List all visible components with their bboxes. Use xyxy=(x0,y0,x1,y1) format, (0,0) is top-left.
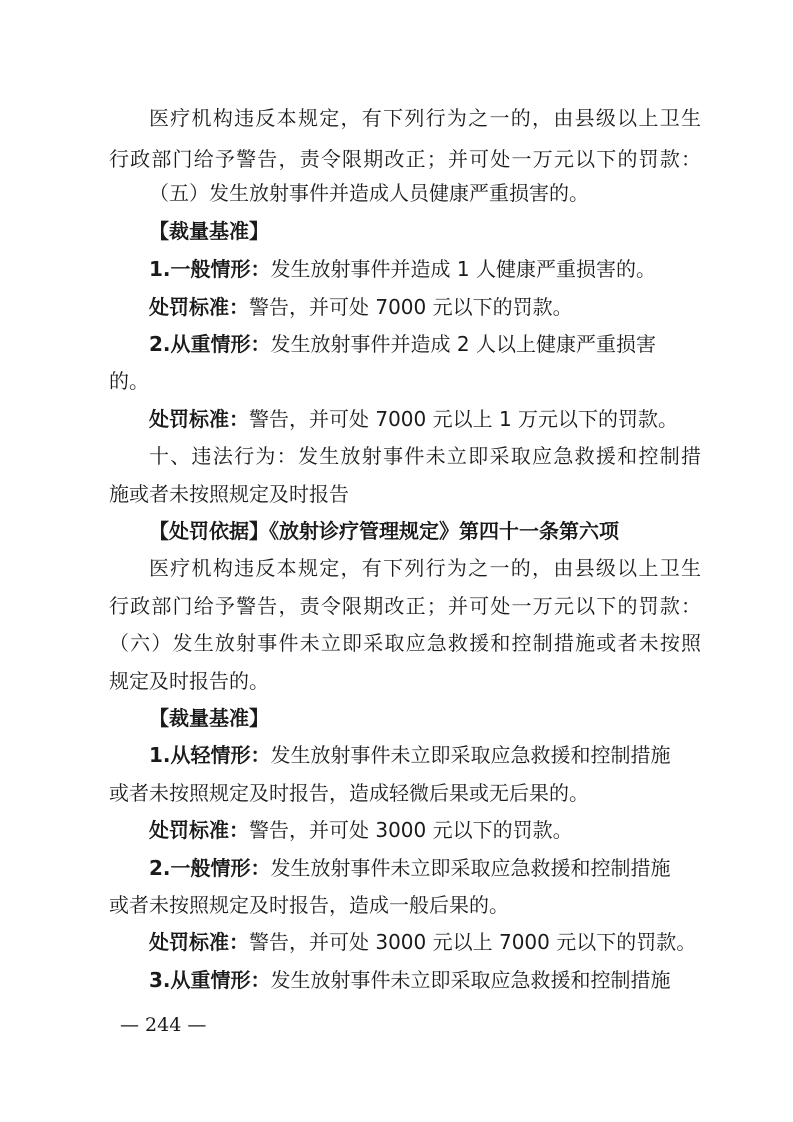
label-bold: 1.一般情形： xyxy=(149,257,271,281)
label-bold: 1.从轻情形： xyxy=(149,743,271,767)
label-bold: 处罚标准： xyxy=(149,295,249,319)
paragraph-line: 处罚标准：警告，并可处 7000 元以上 1 万元以下的罚款。 xyxy=(149,407,679,431)
paragraph-line: 行政部门给予警告，责令限期改正；并可处一万元以下的罚款： xyxy=(109,147,701,171)
paragraph-line: 十、违法行为：发生放射事件未立即采取应急救援和控制措 xyxy=(149,444,701,468)
label-bold: 处罚标准： xyxy=(149,407,249,431)
paragraph-line: （五）发生放射事件并造成人员健康严重损害的。 xyxy=(149,181,589,205)
paragraph-line: （六）发生放射事件未立即采取应急救援和控制措施或者未按照 xyxy=(109,631,701,655)
label-bold: 处罚标准： xyxy=(149,818,249,842)
paragraph-line: 处罚标准：警告，并可处 3000 元以上 7000 元以下的罚款。 xyxy=(149,930,697,954)
paragraph-line: 医疗机构违反本规定，有下列行为之一的，由县级以上卫生 xyxy=(149,556,701,580)
paragraph-line: 施或者未按照规定及时报告 xyxy=(109,482,349,506)
label-bold: 2.一般情形： xyxy=(149,856,271,880)
paragraph-line: 1.从轻情形：发生放射事件未立即采取应急救援和控制措施 xyxy=(149,743,671,767)
label-bold: 处罚标准： xyxy=(149,930,249,954)
paragraph-line: 规定及时报告的。 xyxy=(109,669,269,693)
paragraph-line: 2.从重情形：发生放射事件并造成 2 人以上健康严重损害 xyxy=(149,332,656,356)
paragraph-line: 3.从重情形：发生放射事件未立即采取应急救援和控制措施 xyxy=(149,968,671,992)
paragraph-line: 医疗机构违反本规定，有下列行为之一的，由县级以上卫生 xyxy=(149,106,701,130)
label-bold: 3.从重情形： xyxy=(149,968,271,992)
label-bold: 2.从重情形： xyxy=(149,332,271,356)
page-number: — 244 — xyxy=(120,1014,207,1036)
paragraph-line: 行政部门给予警告，责令限期改正；并可处一万元以下的罚款： xyxy=(109,594,701,618)
paragraph-line: 处罚标准：警告，并可处 3000 元以下的罚款。 xyxy=(149,818,573,842)
paragraph-line: 的。 xyxy=(109,369,149,393)
paragraph-line: 处罚标准：警告，并可处 7000 元以下的罚款。 xyxy=(149,295,573,319)
paragraph-line: 或者未按照规定及时报告，造成轻微后果或无后果的。 xyxy=(109,781,589,805)
paragraph-line: 或者未按照规定及时报告，造成一般后果的。 xyxy=(109,893,509,917)
section-heading: 【处罚依据】《放射诊疗管理规定》第四十一条第六项 xyxy=(149,519,619,543)
paragraph-line: 1.一般情形：发生放射事件并造成 1 人健康严重损害的。 xyxy=(149,257,656,281)
section-heading: 【裁量基准】 xyxy=(149,219,269,243)
paragraph-line: 2.一般情形：发生放射事件未立即采取应急救援和控制措施 xyxy=(149,856,671,880)
section-heading: 【裁量基准】 xyxy=(149,706,269,730)
